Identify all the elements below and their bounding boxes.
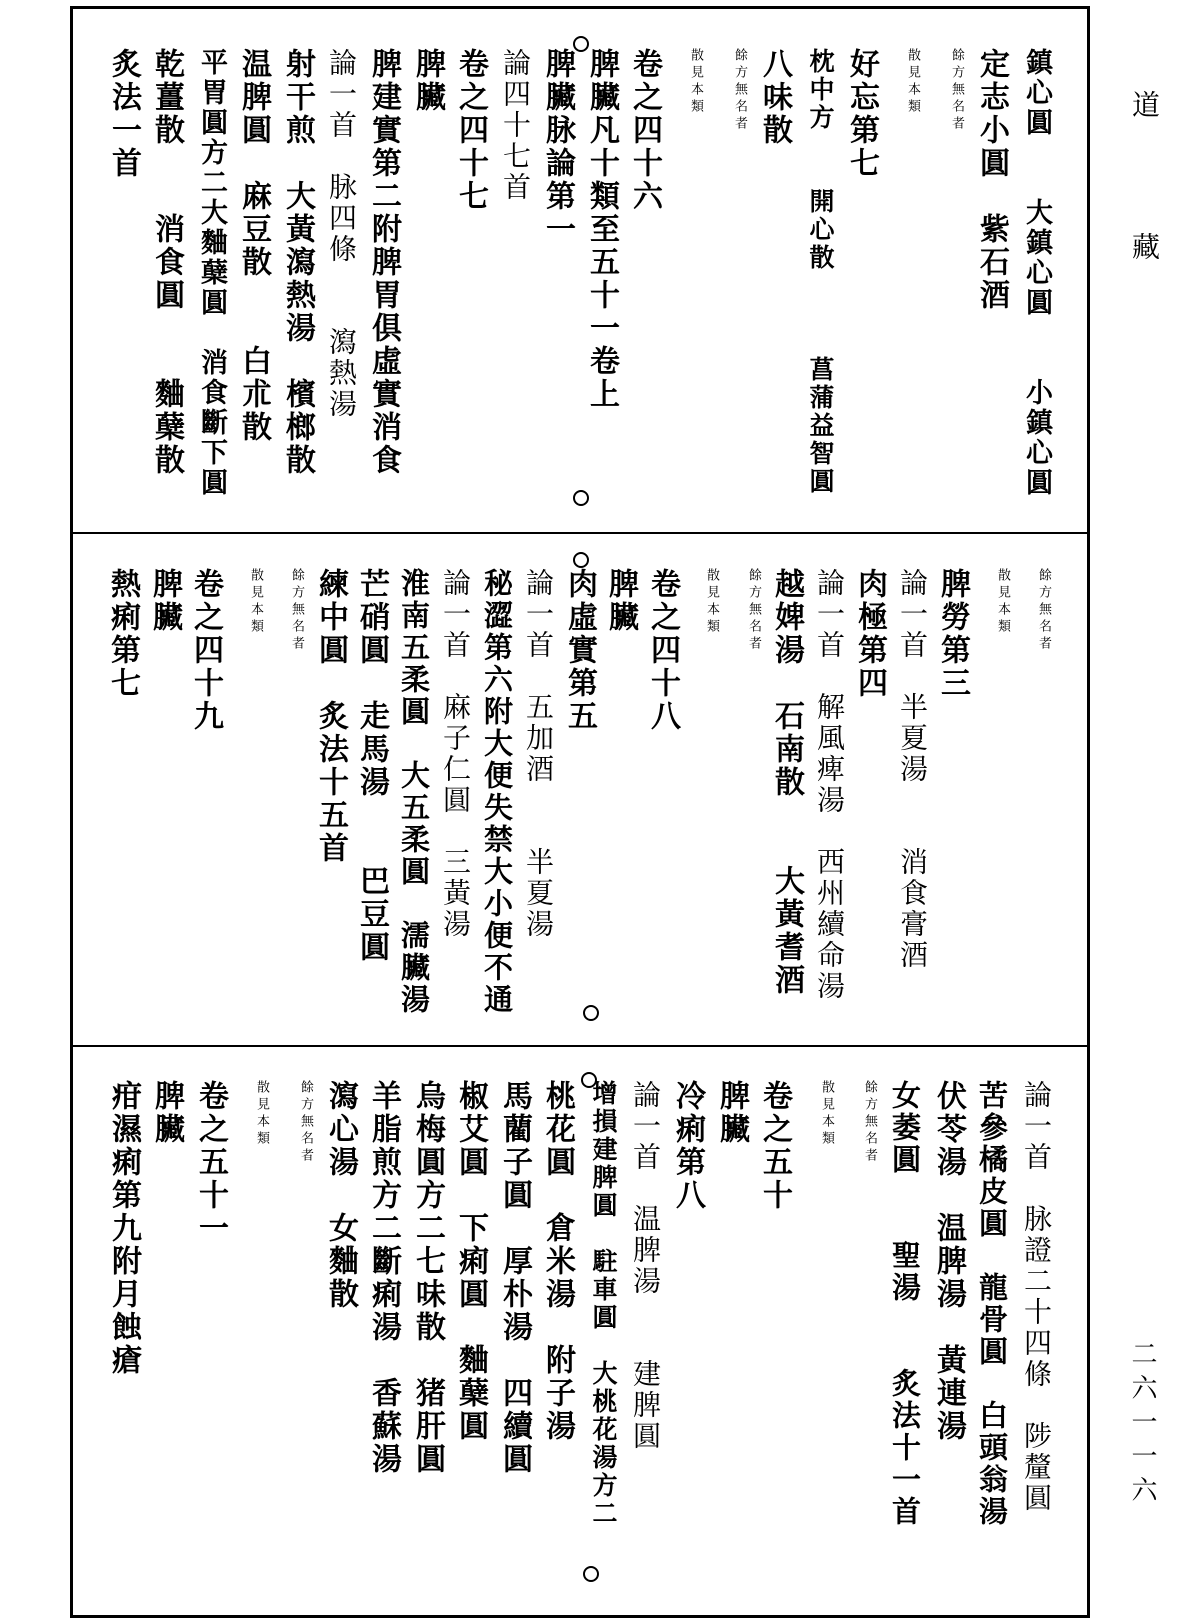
text-column: 論一首 麻子仁圓 三黃湯 [439,568,472,940]
text-column: 馬藺子圓 厚朴湯 四續圓 [497,1080,532,1476]
text-column: 論四十七首 [499,48,532,203]
text-column: 脾臟脉論第一 [540,48,575,246]
text-column: 論一首 解風痺湯 西州續命湯 [813,568,846,1002]
text-column: 卷之五十一 [193,1080,228,1245]
text-column: 卷之四十七 [453,48,488,213]
text-column: 脾臟 [147,568,182,634]
text-column: 論一首 脉四條 瀉熱湯 [325,48,358,420]
text-column: 餘方無名者 [1036,568,1051,653]
text-column: 餘方無名者 [862,1080,877,1165]
text-column: 瀉心湯 女麯散 [323,1080,358,1311]
text-column: 女萎圓 聖湯 炙法十一首 [888,1080,922,1528]
text-column: 好忘第七 [844,48,879,180]
text-column: 越婢湯 石南散 大黃耆酒 [769,568,804,997]
text-column: 脾臟 [149,1080,184,1146]
text-column: 餘方無名者 [298,1080,313,1165]
text-column: 脾臟 [603,568,638,634]
text-column: 肉極第四 [852,568,887,700]
text-column: 射干煎 大黃瀉熱湯 檳榔散 [280,48,315,477]
text-column: 淮南五柔圓 大五柔圓 濡臟湯 [397,568,431,1016]
text-column: 桃花圓 倉米湯 附子湯 [540,1080,575,1443]
text-column: 餘方無名者 [949,48,964,133]
text-column: 散見本類 [248,568,263,636]
circle-mark [573,490,589,506]
text-column: 練中圓 炙法十五首 [313,568,348,865]
text-column: 秘澀第六附大便失禁大小便不通 [480,568,514,1016]
text-column: 炙法一首 [106,48,141,180]
text-column: 散見本類 [905,48,920,116]
text-column: 散見本類 [704,568,719,636]
text-column: 烏梅圓方二七味散 猪肝圓 [410,1080,445,1476]
text-column: 論一首 半夏湯 消食膏酒 [896,568,929,971]
text-column: 温脾圓 麻豆散 白朮散 [236,48,271,444]
text-column: 增損建脾圓 駐車圓 大桃花湯方二 [589,1080,618,1528]
margin-label-mid: 藏 [1128,232,1161,266]
margin-label-top: 道 [1128,90,1161,124]
text-column: 餘方無名者 [289,568,304,653]
text-column: 脾臟凡十類至五十一卷上 [584,48,619,411]
text-column: 卷之四十八 [645,568,680,733]
text-column: 羊脂煎方二斷痢湯 香蘇湯 [366,1080,401,1476]
text-column: 伏苓湯 温脾湯 黃連湯 [931,1080,966,1443]
text-column: 卷之五十 [757,1080,792,1212]
text-column: 論一首 脉證二十四條 陟釐圓 [1020,1080,1053,1514]
circle-mark [583,1566,599,1582]
text-column: 乾薑散 消食圓 麯蘖散 [149,48,184,477]
text-column: 餘方無名者 [746,568,761,653]
text-column: 論一首 五加酒 半夏湯 [522,568,555,940]
text-column: 平胃圓方二大麯蘖圓 消食斷下圓 [196,48,227,498]
text-column: 定志小圓 紫石酒 [974,48,1009,312]
panel-divider [70,532,1090,534]
text-column: 餘方無名者 [732,48,747,133]
text-column: 卷之四十九 [188,568,223,733]
text-column: 八味散 [757,48,792,147]
text-column: 熱痢第七 [105,568,140,700]
text-column: 散見本類 [688,48,703,116]
text-column: 芒硝圓 走馬湯 巴豆圓 [354,568,389,964]
text-column: 脾臟 [410,48,445,114]
text-column: 肉虛實第五 [562,568,597,733]
text-column: 冷痢第八 [670,1080,705,1212]
text-column: 論一首 温脾湯 建脾圓 [629,1080,662,1452]
folio-number: 二六一一六 [1127,1340,1157,1510]
text-column: 脾建實第二附脾胃俱虛實消食 [366,48,401,477]
text-column: 卷之四十六 [627,48,662,213]
panel-divider [70,1045,1090,1047]
text-column: 散見本類 [819,1080,834,1148]
text-column: 椒艾圓 下痢圓 麯蘖圓 [453,1080,488,1443]
text-column: 散見本類 [995,568,1010,636]
circle-mark [573,552,589,568]
circle-mark [583,1005,599,1021]
text-column: 脾勞第三 [935,568,970,700]
text-column: 苦參橘皮圓 龍骨圓 白頭翁湯 [975,1080,1009,1528]
text-column: 脾臟 [714,1080,749,1146]
text-column: 散見本類 [254,1080,269,1148]
text-column: 鎮心圓 大鎮心圓 小鎮心圓 [1021,48,1052,498]
text-column: 枕中方 開心散 菖蒲益智圓 [806,48,835,496]
text-column: 疳濕痢第九附月蝕瘡 [106,1080,141,1377]
